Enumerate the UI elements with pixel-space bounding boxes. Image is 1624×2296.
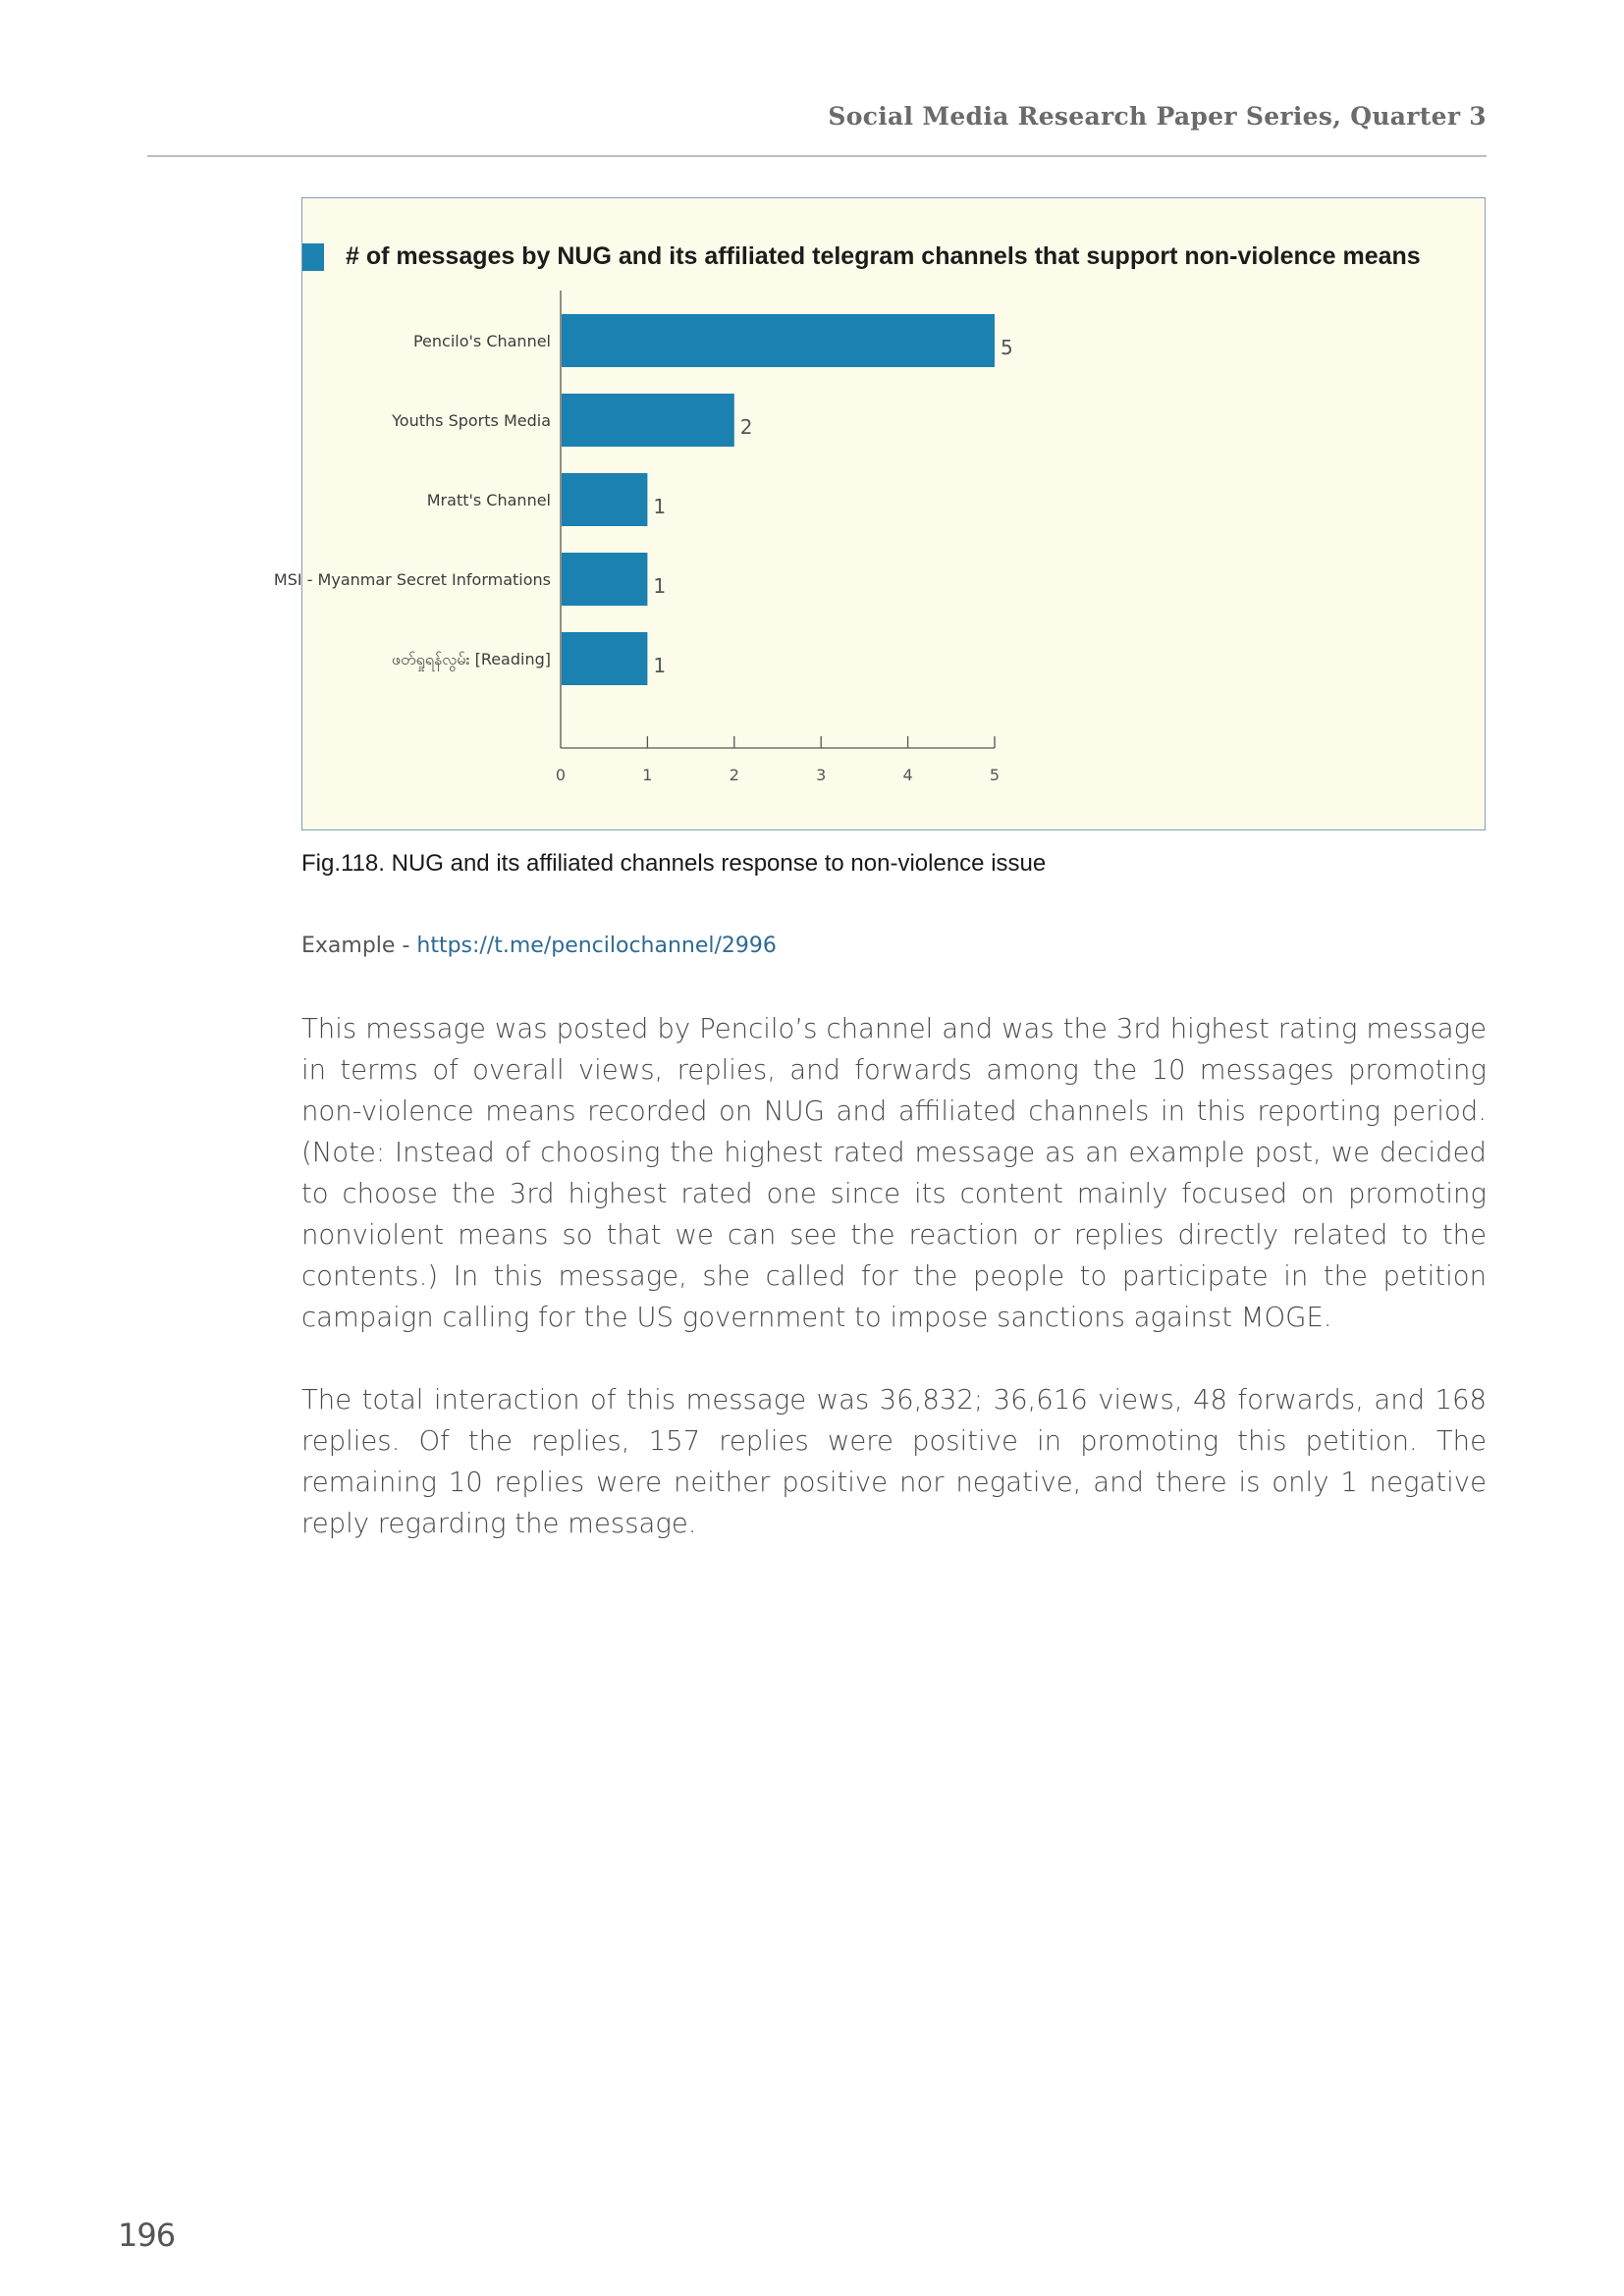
- body-paragraph-2: The total interaction of this message was 36,832; 36,616 views, 48 forwards, and 168 replies. Of the replies, 157 replies were positive in promoting this petition. The remaining 10 replies were neither positive nor negative, and there is only 1 negative reply regarding the message.: [301, 1384, 1487, 1539]
- x-tick-label: 2: [729, 766, 739, 784]
- x-tick-label: 4: [902, 766, 913, 784]
- bars-group: [274, 314, 1013, 685]
- x-tick-label: 3: [816, 766, 827, 784]
- figure-caption: Fig.118. NUG and its affiliated channels response to non-violence issue: [301, 850, 1047, 877]
- bar: [562, 553, 647, 606]
- x-axis-ticks: [556, 736, 1000, 784]
- x-tick-label: 5: [989, 766, 1001, 784]
- bar-value-label: 1: [653, 495, 667, 518]
- category-label: Youths Sports Media: [392, 411, 551, 430]
- example-link[interactable]: https://t.me/pencilochannel/2996: [416, 934, 777, 958]
- example-line: [301, 934, 777, 958]
- x-tick-label: 0: [555, 766, 567, 784]
- running-header: Social Media Research Paper Series, Quarter 3: [828, 102, 1487, 131]
- x-tick-label: 1: [642, 766, 653, 784]
- bar-value-label: 5: [1001, 336, 1013, 359]
- chart-title-marker: [302, 243, 324, 271]
- bar: [562, 632, 647, 685]
- bar-value-label: 2: [739, 415, 753, 439]
- category-label: Mratt's Channel: [426, 491, 551, 509]
- chart-canvas: [273, 198, 1487, 831]
- bar-value-label: 1: [653, 574, 667, 598]
- category-label: MSI - Myanmar Secret Informations: [273, 570, 551, 589]
- bar: [562, 314, 995, 367]
- body-paragraph-1: This message was posted by Pencilo’s channel and was the 3rd highest rating message in terms of overall views, replies, and forwards among the 10 messages promoting non-violence means recorded on NUG and affiliated channels in this reporting period. (Note: Instead of choosing the highest rated message as an example post, we decided to choose the 3rd highest rated one since its content mainly focused on promoting nonviolent means so that we can see the reaction or replies directly related to the contents.) In this message, she called for the people to participate in the petition campaign calling for the US government to impose sanctions against MOGE.: [301, 1013, 1487, 1333]
- category-label: ဖတ်ရှုရန်လွမ်း [Reading]: [391, 650, 551, 668]
- bar-chart: [273, 197, 1486, 830]
- chart-title: # of messages by NUG and its affiliated telegram channels that support non-violence means: [346, 242, 1421, 270]
- example-label: Example -: [301, 934, 417, 958]
- bar-value-label: 1: [653, 654, 667, 677]
- bar: [562, 473, 647, 526]
- page-number: 196: [118, 2216, 176, 2254]
- category-label: Pencilo's Channel: [412, 332, 551, 350]
- bar: [562, 394, 734, 447]
- header-divider: [147, 155, 1487, 157]
